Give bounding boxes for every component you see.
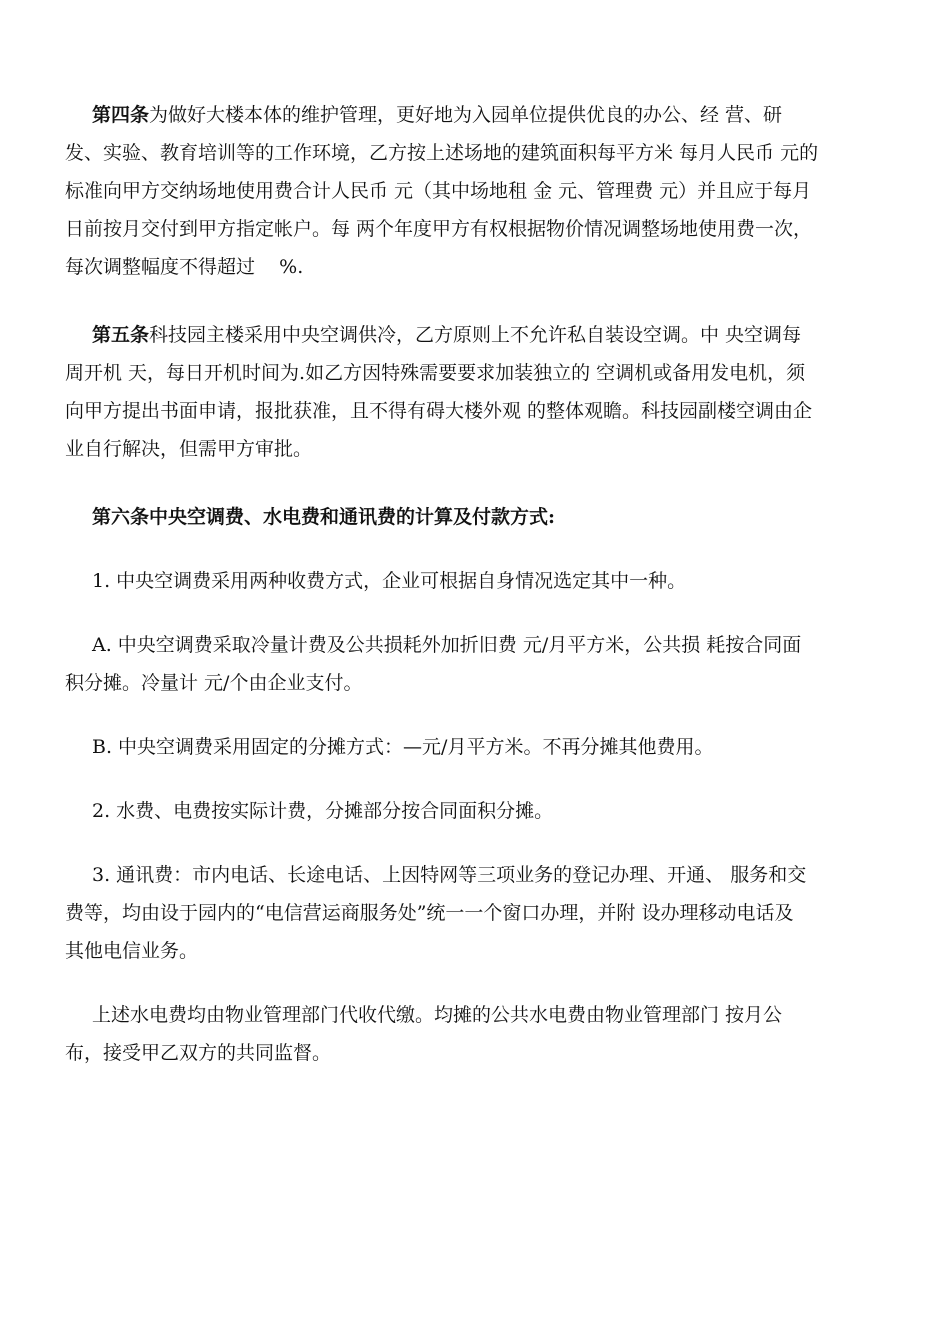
note-line-2: 布，接受甲乙双方的共同监督。 <box>65 1042 332 1064</box>
article-4-line-5: 每次调整幅度不得超过 %. <box>65 256 304 278</box>
article-6-item-3 <box>65 856 907 970</box>
article-5-text: 科技园主楼采用中央空调供冷，乙方原则上不允许私自装设空调。中 央空调每 <box>149 324 802 346</box>
item-1-text: 1. 中央空调费采用两种收费方式，企业可根据自身情况选定其中一种。 <box>92 570 687 592</box>
article-4-line-4: 日前按月交付到甲方指定帐户。每 两个年度甲方有权根据物价情况调整场地使用费一次， <box>65 218 813 240</box>
article-5-line-4: 业自行解决，但需甲方审批。 <box>65 438 313 460</box>
article-6-item-1 <box>92 562 907 600</box>
article-6-item-b <box>92 728 907 766</box>
article-6-heading: 第六条中央空调费、水电费和通讯费的计算及付款方式: <box>92 506 556 528</box>
article-4-paragraph <box>65 96 907 286</box>
item-3-line-3: 其他电信业务。 <box>65 940 199 962</box>
article-4-heading: 第四条 <box>92 104 150 126</box>
item-3-line-2: 费等，均由设于园内的“电信营运商服务处”统一一个窗口办理，并附 设办理移动电话及 <box>65 902 794 924</box>
note-line-1: 上述水电费均由物业管理部门代收代缴。均摊的公共水电费由物业管理部门 按月公 <box>92 1004 783 1026</box>
item-a-line-2: 积分摊。冷量计 元/个由企业支付。 <box>65 672 363 694</box>
item-2-text: 2. 水费、电费按实际计费，分摊部分按合同面积分摊。 <box>92 800 554 822</box>
article-5-heading: 第五条 <box>92 324 150 346</box>
article-5-paragraph <box>65 316 907 468</box>
article-4-first-line <box>92 96 907 134</box>
item-3-line-1: 3. 通讯费：市内电话、长途电话、上因特网等三项业务的登记办理、开通、 服务和交 <box>92 864 807 886</box>
article-4-text: 为做好大楼本体的维护管理，更好地为入园单位提供优良的办公、经 营、研 <box>149 104 783 126</box>
article-4-line-3: 标准向甲方交纳场地使用费合计人民币 元（其中场地租 金 元、管理费 元）并且应于每月 <box>65 180 812 202</box>
item-b-text: B. 中央空调费采用固定的分摊方式：—元/月平方米。不再分摊其他费用。 <box>92 736 714 758</box>
article-5-first-line <box>92 316 907 354</box>
document-page <box>65 96 907 1072</box>
item-a-line-1: A. 中央空调费采取冷量计费及公共损耗外加折旧费 元/月平方米，公共损 耗按合同面 <box>92 634 802 656</box>
article-6-heading-paragraph <box>92 498 907 536</box>
article-6-item-a <box>65 626 907 702</box>
article-4-line-2: 发、实验、教育培训等的工作环境，乙方按上述场地的建筑面积每平方米 每月人民币 元的 <box>65 142 819 164</box>
article-6-note <box>65 996 907 1072</box>
article-5-line-3: 向甲方提出书面申请，报批获准，且不得有碍大楼外观 的整体观瞻。科技园副楼空调由企 <box>65 400 813 422</box>
article-6-item-2 <box>92 792 907 830</box>
article-5-line-2: 周开机 天，每日开机时间为.如乙方因特殊需要要求加装独立的 空调机或备用发电机，须 <box>65 362 806 384</box>
